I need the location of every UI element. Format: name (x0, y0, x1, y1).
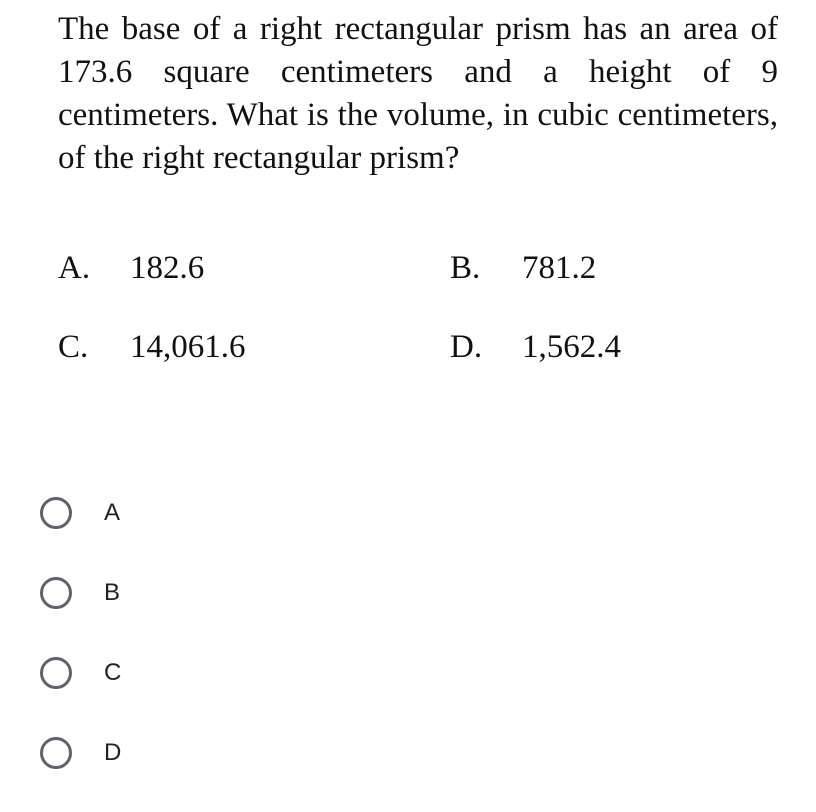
radio-option-b[interactable] (40, 572, 440, 614)
option-label: D (104, 739, 122, 766)
choice-letter: D. (450, 329, 483, 365)
radio-button-icon[interactable] (40, 737, 72, 769)
radio-button-icon[interactable] (40, 577, 72, 609)
question-image (0, 0, 816, 400)
radio-button-icon[interactable] (40, 497, 72, 529)
choice-value: 14,061.6 (130, 329, 246, 365)
radio-option-c[interactable] (40, 652, 440, 694)
choice-value: 781.2 (522, 250, 597, 286)
answer-choice-c (58, 329, 246, 366)
option-label: A (104, 499, 121, 526)
question-text: The base of a right rectangular prism has an area of 173.6 square centimeters and a height of 9 centimeters. What is the volume, in cubic centimeters, of the right rectangular prism? (58, 11, 778, 176)
radio-option-a[interactable] (40, 492, 440, 534)
choice-letter: B. (450, 250, 481, 286)
option-label: B (104, 579, 121, 606)
radio-button-icon[interactable] (40, 657, 72, 689)
choice-value: 1,562.4 (522, 329, 621, 365)
radio-option-group (40, 492, 440, 812)
choice-letter: C. (58, 329, 89, 365)
answer-choice-d (450, 329, 621, 366)
answer-choice-b (450, 250, 596, 287)
answer-choice-a (58, 250, 204, 287)
option-label: C (104, 659, 122, 686)
radio-option-d[interactable] (40, 732, 440, 774)
choice-letter: A. (58, 250, 91, 286)
choice-value: 182.6 (130, 250, 205, 286)
